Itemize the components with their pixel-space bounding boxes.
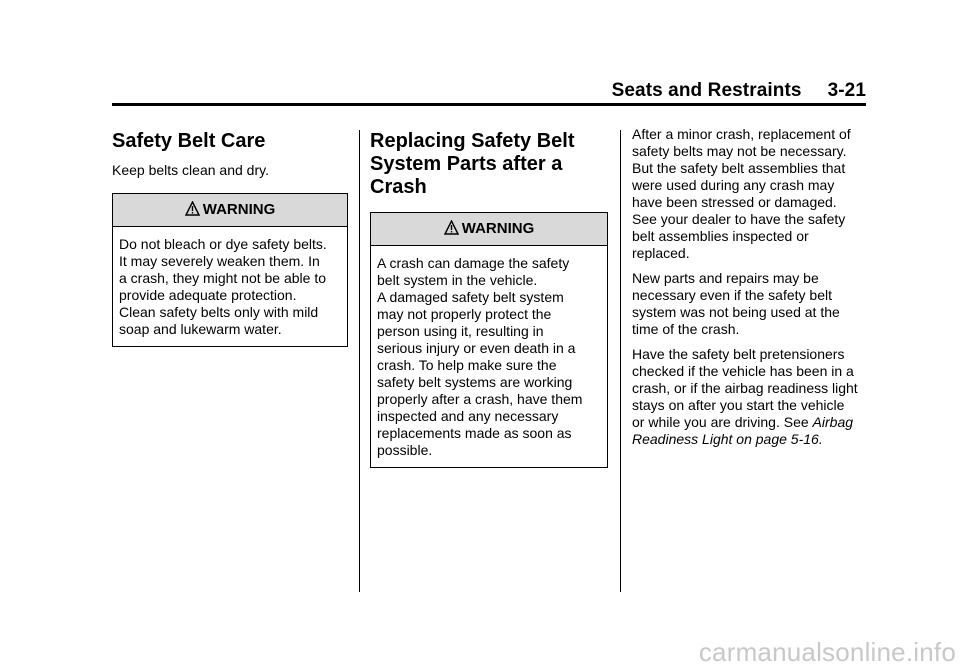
warning-line: person using it, resulting in [377,323,544,339]
warning-line: Clean safety belts only with mild [119,304,319,320]
text-line: necessary even if the safety belt [632,287,832,303]
page-number: 3-21 [827,80,866,101]
paragraph-3 [632,346,874,448]
column-divider-1 [359,130,360,592]
intro-text: Keep belts clean and dry. [112,162,269,178]
paragraph-1 [632,126,874,262]
text-span: or while you are driving. See [632,414,813,430]
warning-label: WARNING [202,201,276,218]
text-line: See your dealer to have the safety [632,211,846,227]
warning-line: crash. To help make sure the [377,357,557,373]
heading-line: Replacing Safety Belt [370,130,575,152]
warning-line: possible. [377,442,433,458]
text-line: safety belts may not be necessary. [632,143,847,159]
column-divider-2 [620,130,621,592]
text-line: checked if the vehicle has been in a [632,363,854,379]
warning-header [113,194,347,227]
warning-line: belt system in the vehicle. [377,272,538,288]
warning-line: a crash, they might not be able to [119,270,327,286]
warning-box [370,212,608,468]
warning-body [371,246,607,467]
section-heading: Safety Belt Care [112,130,266,152]
text-line: belt assemblies inspected or [632,228,809,244]
warning-line: It may severely weaken them. In [119,253,320,269]
warning-line: replacements made as soon as [377,425,572,441]
text-line: New parts and repairs may be [632,270,819,286]
warning-line: safety belt systems are working [377,374,573,390]
text-line: replaced. [632,245,690,261]
text-line: After a minor crash, replacement of [632,126,851,142]
text-line [632,414,874,431]
column-2 [370,126,608,468]
text-line: stays on after you start the vehicle [632,397,845,413]
text-span: . [818,431,823,447]
heading-line: Crash [370,176,427,198]
text-line: Have the safety belt pretensioners [632,346,845,362]
cross-reference-link[interactable]: Readiness Light on page 5-16 [632,431,819,447]
warning-line: Do not bleach or dye safety belts. [119,236,327,252]
text-line: have been stressed or damaged. [632,194,837,210]
section-heading [370,130,608,199]
watermark: carmanualsonline.info [698,637,956,667]
section-title: Seats and Restraints [611,80,802,101]
warning-body [113,227,347,346]
text-line [632,431,874,448]
warning-line: may not properly protect the [377,306,552,322]
header-rule [112,103,866,106]
warning-line: provide adequate protection. [119,287,297,303]
column-1 [112,126,348,347]
warning-label: WARNING [461,220,535,237]
warning-icon [185,201,200,220]
text-line: But the safety belt assemblies that [632,160,846,176]
paragraph-2 [632,270,874,338]
warning-header [371,213,607,246]
warning-icon [444,220,459,239]
text-line: time of the crash. [632,321,740,337]
text-line: crash, or if the airbag readiness light [632,380,858,396]
warning-line: properly after a crash, have them [377,391,583,407]
page-header [612,80,866,102]
column-3 [632,126,874,448]
warning-box [112,193,348,347]
warning-line: soap and lukewarm water. [119,321,282,337]
warning-line: serious injury or even death in a [377,340,576,356]
text-line: were used during any crash may [632,177,835,193]
text-line: system was not being used at the [632,304,840,320]
warning-line: A crash can damage the safety [377,255,570,271]
heading-line: System Parts after a [370,153,563,175]
warning-line: A damaged safety belt system [377,289,564,305]
warning-line: inspected and any necessary [377,408,559,424]
cross-reference-link[interactable]: Airbag [812,414,854,430]
